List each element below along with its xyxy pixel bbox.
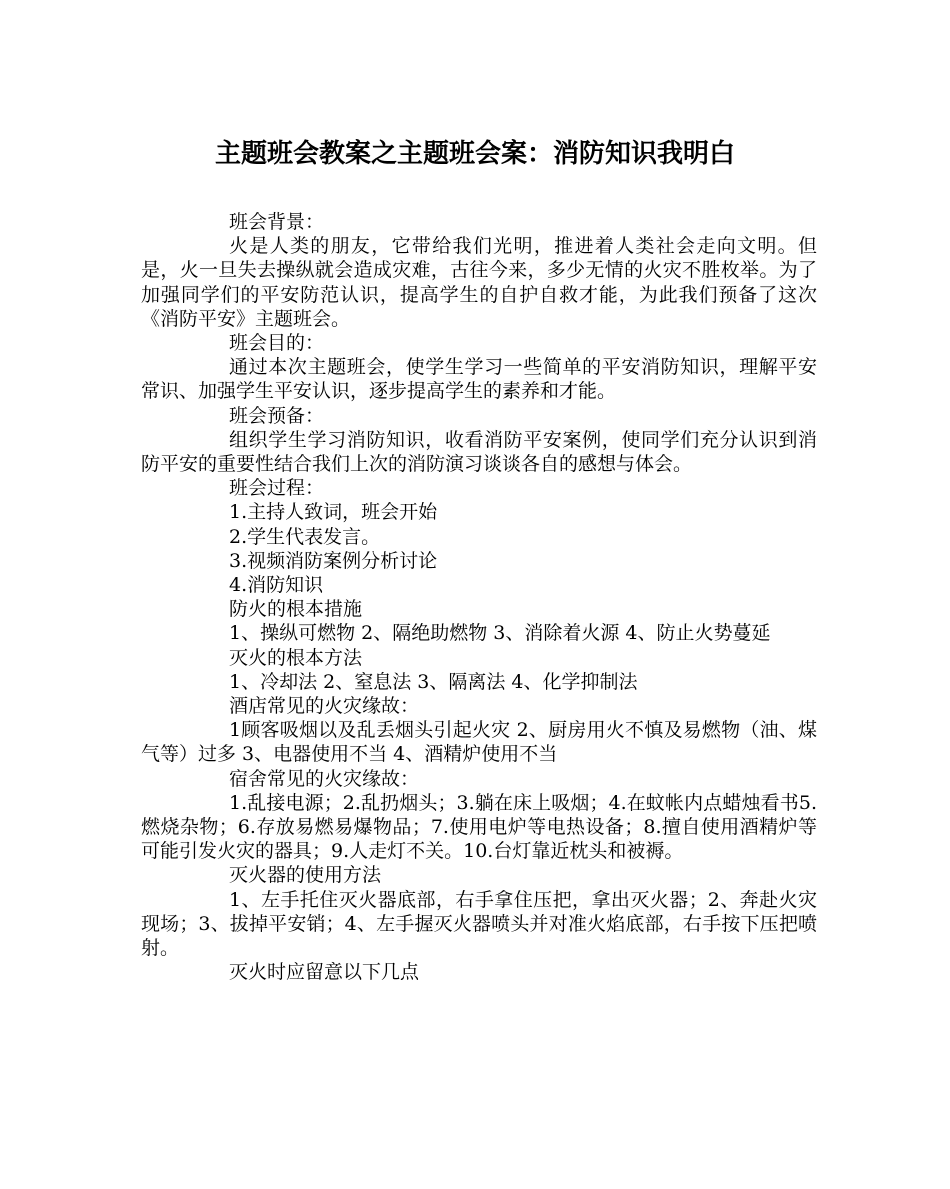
heading-extinguishing-notes: 灭火时应留意以下几点 <box>229 961 420 984</box>
heading-fire-prevention: 防火的根本措施 <box>229 598 363 621</box>
process-step-3: 3.视频消防案例分析讨论 <box>229 549 438 572</box>
document-body <box>141 210 817 985</box>
heading-extinguisher-usage: 灭火器的使用方法 <box>229 864 382 887</box>
document-title: 主题班会教案之主题班会案：消防知识我明白 <box>214 139 735 169</box>
heading-preparation: 班会预备： <box>229 404 325 427</box>
paragraph-preparation: 组织学生学习消防知识，收看消防平安案例，使同学们充分认识到消防平安的重要性结合我们上次的消防演习谈谈各自的感想与体会。 <box>141 428 817 476</box>
paragraph-dorm-fire-causes: 1.乱接电源；2.乱扔烟头；3.躺在床上吸烟；4.在蚊帐内点蜡烛看书5.燃烧杂物；6.存放易燃易爆物品；7.使用电炉等电热设备；8.擅自使用酒精炉等可能引发火灾的器具；9.人走灯不关。10.台灯靠近枕头和被褥。 <box>141 791 817 863</box>
paragraph-extinguisher-usage: 1、左手托住灭火器底部，右手拿住压把，拿出灭火器；2、奔赴火灾现场；3、拔掉平安销；4、左手握灭火器喷头并对准火焰底部，右手按下压把喷射。 <box>141 888 817 960</box>
heading-process: 班会过程： <box>229 477 325 500</box>
heading-purpose: 班会目的： <box>229 332 325 355</box>
paragraph-fire-prevention: 1、操纵可燃物 2、隔绝助燃物 3、消除着火源 4、防止火势蔓延 <box>229 622 771 645</box>
paragraph-extinguishing-methods: 1、冷却法 2、窒息法 3、隔离法 4、化学抑制法 <box>229 670 638 693</box>
paragraph-hotel-fire-causes: 1顾客吸烟以及乱丢烟头引起火灾 2、厨房用火不慎及易燃物（油、煤气等）过多 3、电器使用不当 4、酒精炉使用不当 <box>141 719 817 766</box>
process-step-1: 1.主持人致词，班会开始 <box>229 501 438 524</box>
heading-dorm-fire-causes: 宿舍常见的火灾缘故： <box>229 767 420 790</box>
heading-extinguishing-methods: 灭火的根本方法 <box>229 646 363 669</box>
heading-hotel-fire-causes: 酒店常见的火灾缘故： <box>229 695 420 718</box>
process-step-4: 4.消防知识 <box>229 574 324 597</box>
paragraph-background: 火是人类的朋友，它带给我们光明，推进着人类社会走向文明。但是，火一旦失去操纵就会造成灾难，古往今来，多少无情的火灾不胜枚举。为了加强同学们的平安防范认识，提高学生的自护自救才能，为此我们预备了这次《消防平安》主题班会。 <box>141 235 817 330</box>
heading-background: 班会背景： <box>229 211 325 233</box>
process-step-2: 2.学生代表发言。 <box>229 525 381 548</box>
paragraph-purpose: 通过本次主题班会，使学生学习一些简单的平安消防知识，理解平安常识、加强学生平安认识，逐步提高学生的素养和才能。 <box>141 356 817 403</box>
